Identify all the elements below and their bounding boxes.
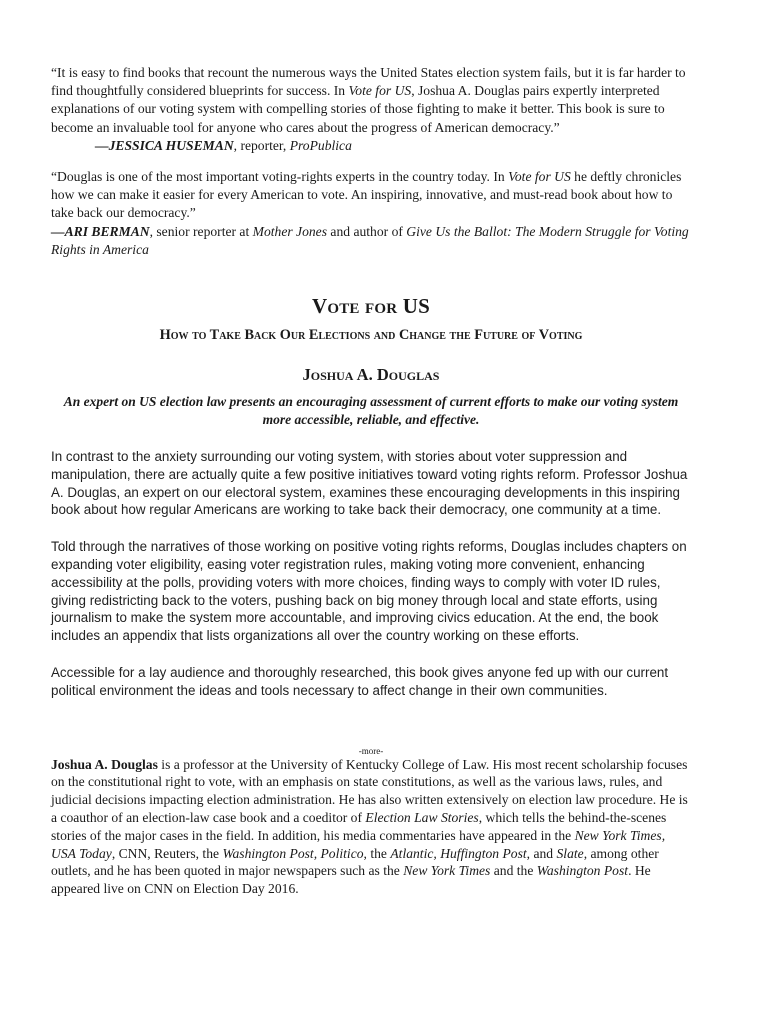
attribution-role: , reporter, (233, 137, 290, 153)
bio-outlet: Slate (556, 845, 584, 861)
attribution-name: —JESSICA HUSEMAN (95, 137, 234, 153)
bio-text-part: is a professor at the University of Kentucky College of Law. His most recent scholarship focuses on the constitutional right to vote, with an emphasis on state constitutions, as well as the various laws, rules, and judicial decisions impacting election administration. He has also written extensively on election law procedure. He is a coauthor of an election-law case book and a coeditor of (51, 756, 688, 825)
bio-book-title: Election Law Stories (365, 809, 479, 825)
blurb-berman-text (51, 168, 691, 223)
bio-outlet: Washington Post (536, 863, 629, 879)
more-marker: -more- (358, 745, 384, 756)
attribution-role: , senior reporter at (149, 223, 253, 239)
book-subtitle: How to Take Back Our Elections and Change the Future of Voting (159, 327, 583, 344)
bio-outlet: New York Times, USA Today (51, 827, 666, 861)
bio-text-part: , and (526, 845, 557, 861)
bio-text-part: , CNN, Reuters, the (111, 845, 223, 861)
bio-text-part: . He appeared live on CNN on Election Day 2016. (51, 863, 651, 897)
blurb-huseman-text (51, 64, 691, 137)
blurb-berman (51, 168, 691, 259)
book-tagline: An expert on US election law presents an encouraging assessment of current efforts to make our voting system more accessible, reliable, and effective. (63, 394, 679, 428)
bio-outlet: Washington Post, Politico (222, 845, 364, 861)
book-author: Joshua A. Douglas (302, 365, 440, 385)
blurb-text-part: “It is easy to find books that recount the numerous ways the United States election system fails, but it is far harder to find thoughtfully considered blueprints for success. In (51, 65, 686, 99)
bio-text-part: , which tells the behind-the-scenes stories of the major cases in the field. In addition, his media commentaries have appeared in the (51, 809, 667, 843)
bio-text-part: and the (490, 863, 537, 879)
attribution-publication: ProPublica (289, 137, 352, 153)
description-paragraph-3: Accessible for a lay audience and thoroughly researched, this book gives anyone fed up with our current political environment the ideas and tools necessary to affect change in their own communities. (51, 665, 669, 698)
author-bio (51, 756, 691, 898)
attribution-connector: and author of (327, 223, 407, 239)
blurb-huseman-attribution (51, 137, 691, 155)
description-paragraph-2: Told through the narratives of those working on positive voting rights reforms, Douglas includes chapters on expanding voter eligibility, easing voter registration rules, making voting more convenient, enhancing accessibility at the polls, providing voters with more choices, finding ways to comply with voter ID rules, giving redistricting back to the voters, pushing back on big money through local and state efforts, using journalism to make the system more accountable, and improving civics education. At the end, the book includes an appendix that lists organizations all over the country working on these efforts. (51, 539, 687, 644)
book-title: Vote for US (311, 294, 431, 319)
press-release-page (51, 64, 691, 898)
blurb-berman-attribution (51, 223, 691, 259)
bio-text-part: , the (363, 845, 391, 861)
blurb-text-part: “Douglas is one of the most important voting-rights experts in the country today. In (51, 169, 509, 185)
blurb-text-part: , Joshua A. Douglas pairs expertly interpreted explanations of our voting system with compelling stories of those fighting to make it better. This book is sure to become an invaluable tool for anyone who cares about the progress of American democracy.” (51, 83, 665, 135)
bio-text-part: , among other outlets, and he has been quoted in major newspapers such as the (51, 845, 659, 879)
bio-author-name: Joshua A. Douglas (51, 756, 158, 772)
book-title-inline: Vote for US (508, 169, 571, 185)
bio-outlet: New York Times (403, 863, 491, 879)
book-title-inline: Vote for US (348, 83, 412, 99)
attribution-publication: Mother Jones (252, 223, 328, 239)
description-paragraph-1: In contrast to the anxiety surrounding our voting system, with stories about voter suppression and manipulation, there are actually quite a few positive initiatives toward voting rights reform. Professor Joshua A. Douglas, an expert on our electoral system, examines these encouraging developments in this inspiring book about how regular Americans are working to take back their democracy, one community at a time. (51, 449, 688, 518)
bio-outlet: Atlantic, Huffington Post (390, 845, 527, 861)
attribution-name: —ARI BERMAN (51, 223, 150, 239)
blurb-text-part: he deftly chronicles how we can make it easier for every American to vote. An inspiring, innovative, and must-read book about how to take back our democracy.” (51, 169, 682, 221)
blurb-huseman (51, 64, 691, 155)
attribution-book: Give Us the Ballot: The Modern Struggle for Voting Rights in America (51, 223, 689, 257)
